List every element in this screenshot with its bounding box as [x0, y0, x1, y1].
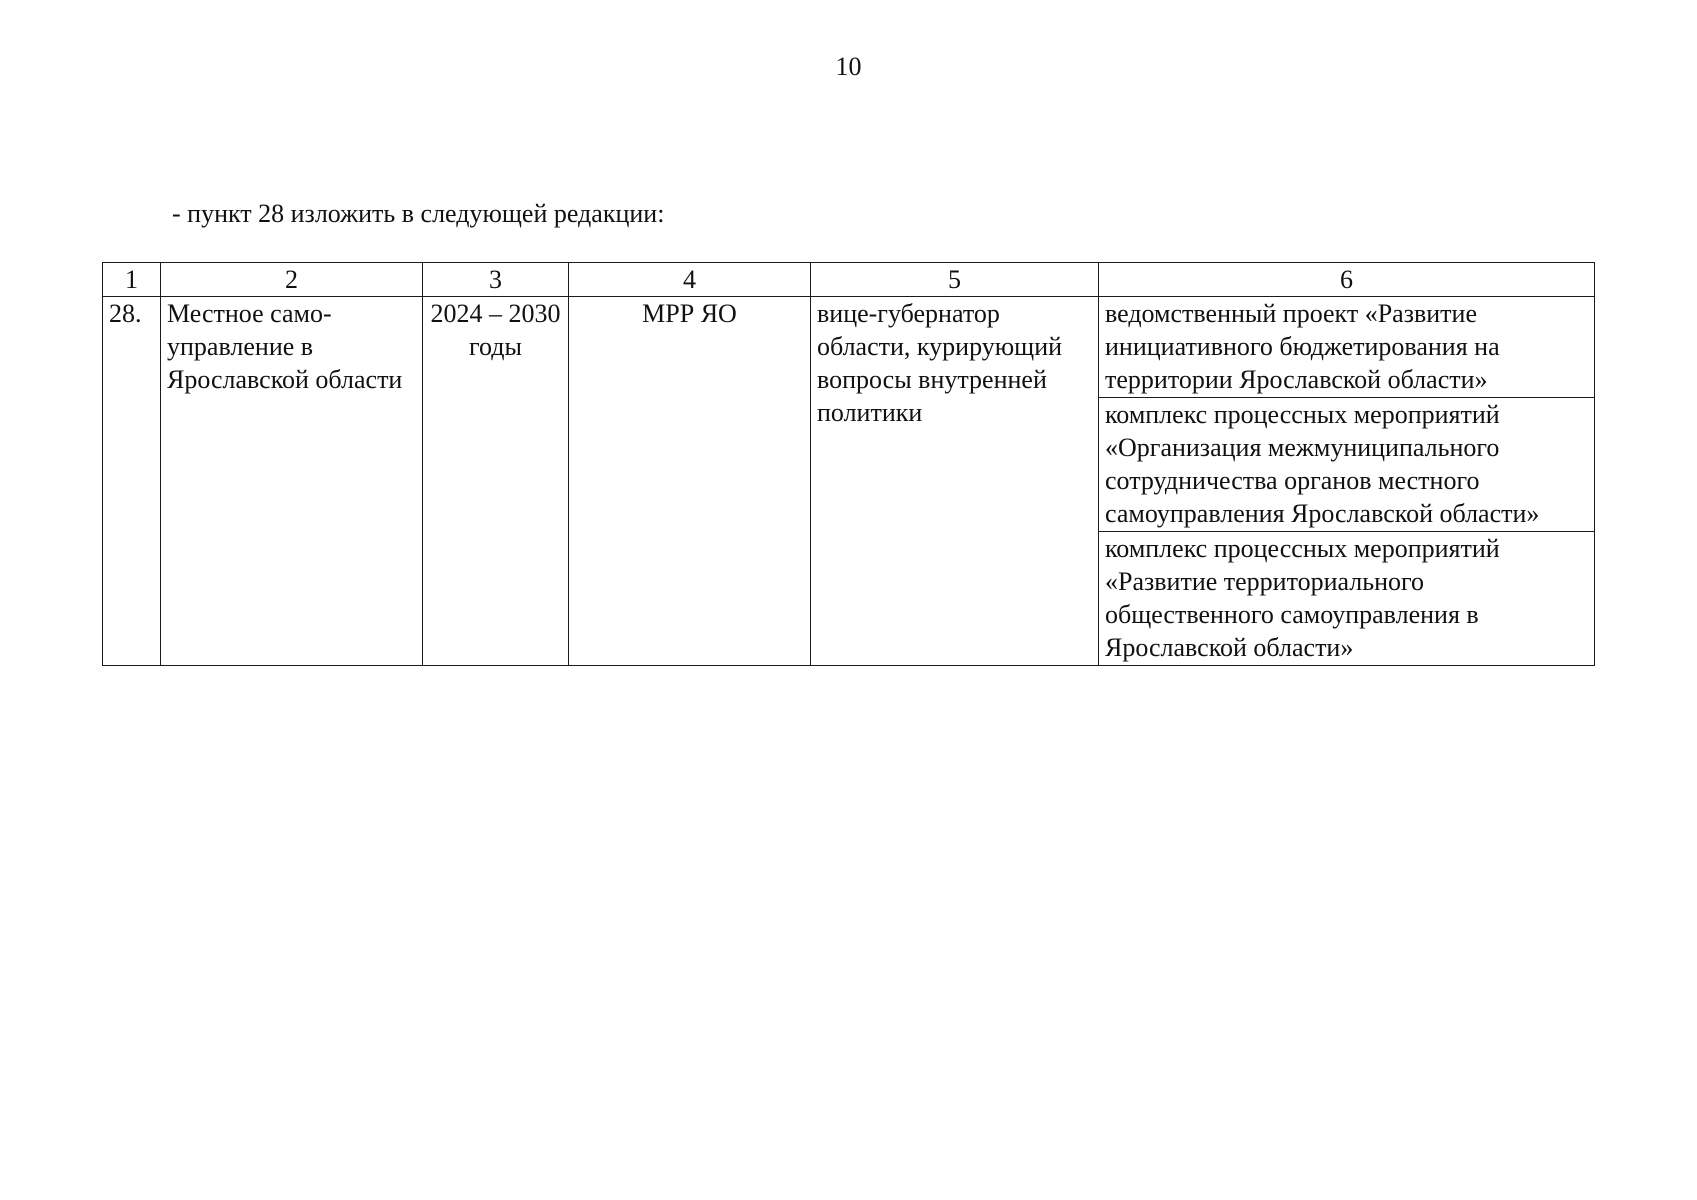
curator-text: вице-губернатор области, курирующий вопросы внутренней политики: [817, 299, 1063, 427]
amendment-table: [102, 262, 1595, 666]
intro-text: - пункт 28 изложить в следующей редакции:: [172, 199, 665, 228]
component-item: ведомственный проект «Развитие инициативного бюджетирования на территории Ярославской области»: [1099, 297, 1594, 398]
header-col-1: 1: [103, 263, 161, 297]
row-number: 28.: [103, 297, 161, 666]
page-number: 10: [835, 52, 862, 81]
program-name: [161, 297, 423, 666]
component-item: комплекс процессных мероприятий «Организация межмуниципального сотрудничества органов местного самоуправления Ярославской области»: [1099, 398, 1594, 532]
period-cell: [423, 297, 569, 666]
header-col-5: 5: [811, 263, 1099, 297]
header-col-4: 4: [569, 263, 811, 297]
executor-text: МРР ЯО: [642, 299, 737, 328]
header-col-6: 6: [1099, 263, 1595, 297]
table-row: [103, 297, 1595, 666]
header-col-2: 2: [161, 263, 423, 297]
curator-cell: [811, 297, 1099, 666]
components-cell: [1099, 297, 1595, 666]
period-text: 2024 – 2030 годы: [430, 299, 561, 361]
program-name-text: Местное само-управление в Ярославской области: [167, 299, 403, 394]
executor-cell: [569, 297, 811, 666]
table-header-row: [103, 263, 1595, 297]
component-item: комплекс процессных мероприятий «Развитие территориального общественного самоуправления в Ярославской области»: [1105, 534, 1500, 662]
header-col-3: 3: [423, 263, 569, 297]
